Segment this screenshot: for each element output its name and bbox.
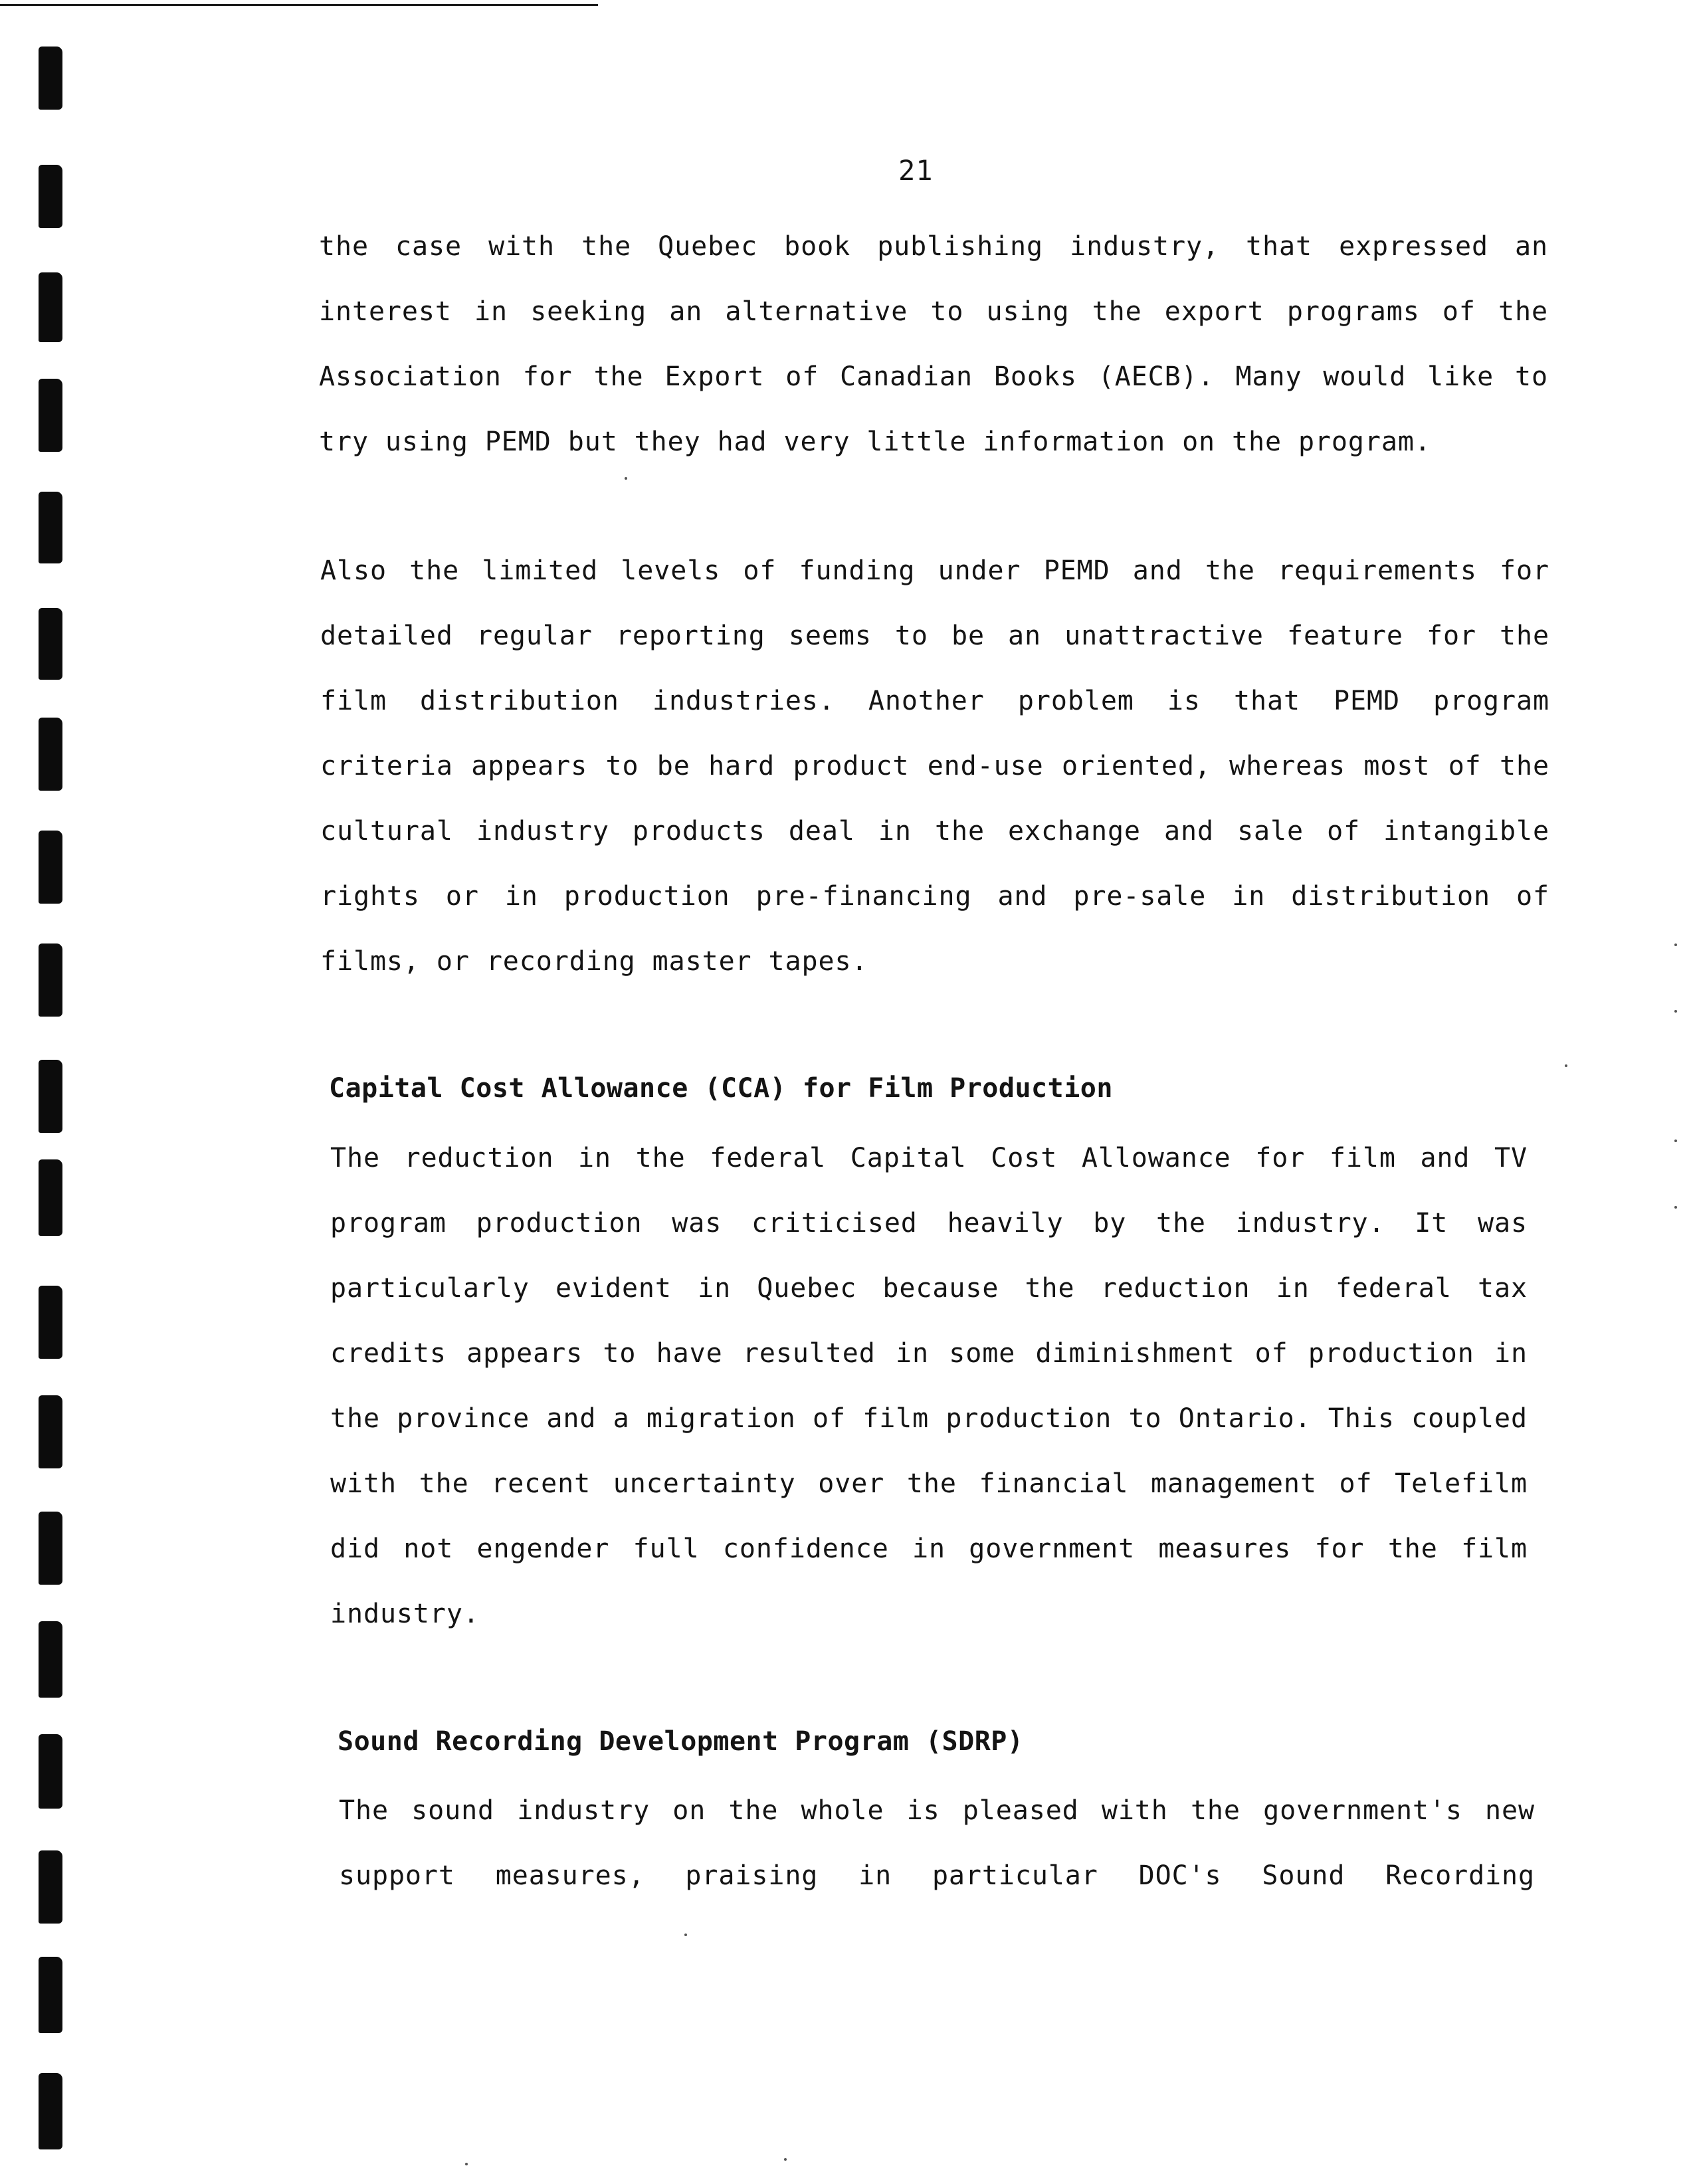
binding-mark xyxy=(39,831,62,904)
binding-mark xyxy=(39,492,62,563)
binding-mark xyxy=(39,1621,62,1698)
binding-mark xyxy=(39,1850,62,1924)
binding-mark xyxy=(39,1512,62,1585)
section-heading: Capital Cost Allowance (CCA) for Film Production xyxy=(329,1073,1113,1104)
binding-mark xyxy=(39,1060,62,1133)
binding-mark xyxy=(39,1957,62,2033)
scan-speck xyxy=(465,2163,468,2165)
binding-mark xyxy=(39,272,62,342)
section-heading: Sound Recording Development Program (SDRP) xyxy=(338,1726,1024,1757)
binding-mark xyxy=(39,1734,62,1809)
scan-speck xyxy=(625,477,627,480)
binding-mark xyxy=(39,379,62,452)
binding-mark xyxy=(39,1286,62,1359)
binding-mark xyxy=(39,718,62,791)
binding-mark xyxy=(39,1159,62,1236)
binding-mark xyxy=(39,943,62,1017)
binding-mark xyxy=(39,2073,62,2149)
scan-speck xyxy=(1674,943,1677,946)
paragraph: the case with the Quebec book publishing industry, that expressed an interest in seeking an alternative to using the export programs of the Association for the Export of Canadian Books (AECB). Many would like to try using PEMD but they had very little information on the program. xyxy=(319,231,1548,457)
binding-mark xyxy=(39,608,62,680)
scan-speck xyxy=(1674,1010,1677,1013)
page-number: 21 xyxy=(898,154,934,187)
binding-mark xyxy=(39,1395,62,1468)
paragraph: The sound industry on the whole is pleased with the government's new support measures, praising in particular DOC's Sound Recording xyxy=(339,1795,1535,1891)
binding-mark xyxy=(39,165,62,228)
scan-speck xyxy=(1674,1140,1677,1142)
paragraph: The reduction in the federal Capital Cost Allowance for film and TV program production was criticised heavily by the industry. It was particularly evident in Quebec because the reduction in federal tax credits appears to have resulted in some diminishment of production in the province and a migration of film production to Ontario. This coupled with the recent uncertainty over the financial management of Telefilm did not engender full confidence in government measures for the film industry. xyxy=(330,1143,1528,1629)
paragraph: Also the limited levels of funding under PEMD and the requirements for detailed regular reporting seems to be an unattractive feature for the film distribution industries. Another problem is that PEMD program criteria appears to be hard product end-use oriented, whereas most of the cultural industry products deal in the exchange and sale of intangible rights or in production pre-financing and pre-sale in distribution of films, or recording master tapes. xyxy=(320,555,1549,977)
binding-mark xyxy=(39,47,62,110)
scan-speck xyxy=(684,1934,687,1936)
scan-speck xyxy=(784,2158,787,2161)
scan-speck xyxy=(1565,1064,1567,1067)
scan-speck xyxy=(1674,1206,1677,1209)
top-edge-rule xyxy=(0,4,598,6)
